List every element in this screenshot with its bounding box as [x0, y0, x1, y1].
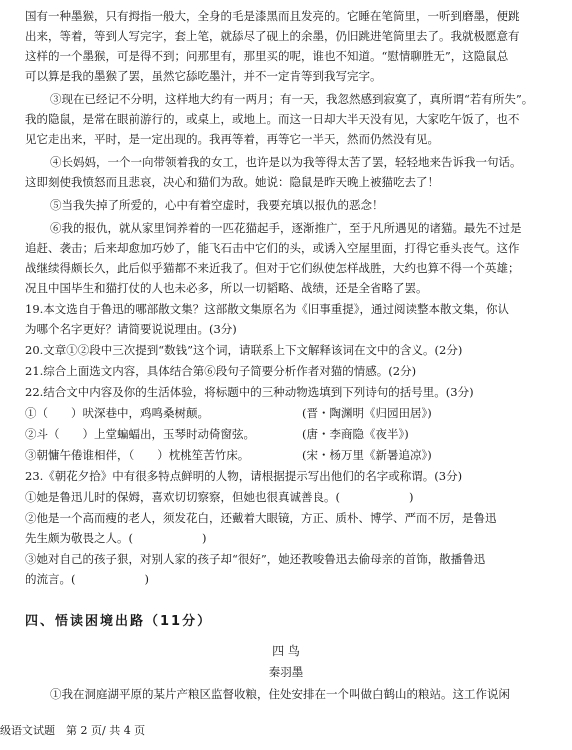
poem-line-2: ②斗（ ）上堂蝙蝠出，玉琴时动倚窗弦。: [25, 427, 255, 441]
passage-line: 国有一种墨猴，只有拇指一般大，全身的毛是漆黑而且发亮的。它睡在笔筒里，一听到磨墨，便跳: [25, 9, 520, 23]
question-22: 22.结合文中内容及你的生活体验，将标题中的三种动物选填到下列诗句的括号里。(3分): [25, 385, 474, 399]
section-heading: 四、悟读困境出路（11分）: [25, 614, 213, 629]
poem-source-3: (宋・杨万里《新暑追凉》): [302, 448, 432, 462]
passage-line: 我的隐鼠，是常在眼前游行的，或桌上，或地上。而这一日却大半天没有见，大家吃午饭了，也不: [25, 112, 520, 126]
question-19: 19.本文选自于鲁迅的哪部散文集？这部散文集原名为《旧事重提》，通过阅读整本散文集，你认: [25, 302, 510, 316]
question-23-item-3-cont: 的流言。( ): [25, 572, 149, 586]
page-footer: 级语文试题 第 2 页/ 共 4 页: [0, 724, 146, 737]
question-23-item-3: ③她对自己的孩子狠，对别人家的孩子却“很好”，她还教唆鲁迅去偷母亲的首饰，散播鲁迅: [25, 552, 486, 566]
passage-line: 追赶、袭击；后来却愈加巧妙了，能飞石击中它们的头，或诱入空屋里面，打得它垂头丧气。这作: [25, 241, 520, 255]
question-23: 23.《朝花夕拾》中有很多特点鲜明的人物，请根据提示写出他们的名字或称谓。(3分): [25, 469, 463, 483]
poem-line-3: ③朝慵午倦谁相伴，（ ）枕桃笙苦竹床。: [25, 448, 250, 462]
question-19-cont: 为哪个名字更好？请简要说说理由。(3分): [25, 322, 237, 336]
passage-line: ⑥我的报仇，就从家里饲养着的一匹花猫起手，逐渐推广，至于凡所遇见的诸猫。最先不过是: [50, 221, 522, 235]
passage-line: 这即刻使我愤怒而且悲哀，决心和猫们为敌。她说：隐鼠是昨天晚上被猫吃去了！: [25, 175, 439, 189]
passage-line: 战继续得颇长久，此后似乎猫都不来近我了。但对于它们纵使怎样战胜，大约也算不得一个英雄；: [25, 261, 520, 275]
article-paragraph: ①我在洞庭湖平原的某片产粮区监督收粮，住处安排在一个叫做白鹤山的粮站。这工作说闲: [50, 687, 510, 701]
passage-line: ⑤当我失掉了所爱的，心中有着空虚时，我要充填以报仇的恶念！: [50, 198, 384, 212]
passage-line: ③现在已经记不分明，这样地大约有一两月；有一天，我忽然感到寂寞了，真所谓“若有所失”。: [50, 92, 534, 106]
poem-source-2: (唐・李商隐《夜半》): [302, 427, 409, 441]
question-21: 21.综合上面选文内容，具体结合第⑥段句子简要分析作者对猫的情感。(2分): [25, 364, 417, 378]
passage-line: ④长妈妈，一个一向带领着我的女工，也许是以为我等得太苦了罢，轻轻地来告诉我一句话。: [50, 155, 522, 169]
question-20: 20.文章①②段中三次提到“数钱”这个词，请联系上下文解释该词在文中的含义。(2分): [25, 343, 463, 357]
passage-line: 出来，等着，等到人写完字，套上笔，就舔尽了砚上的余墨，仍旧跳进笔筒里去了。我就极愿意有: [25, 29, 520, 43]
poem-line-1: ①（ ）吠深巷中，鸡鸣桑树颠。: [25, 406, 209, 420]
question-23-item-2-cont: 先生颇为敬畏之人。( ): [25, 531, 207, 545]
passage-line: 这样的一个墨猴，可是得不到；问那里有，那里买的呢，谁也不知道。“慰情聊胜无”，这隐鼠总: [25, 49, 509, 63]
article-title: 四 鸟: [272, 644, 300, 658]
question-23-item-1: ①她是鲁迅儿时的保姆，喜欢切切察察，但她也很真诚善良。( ): [25, 490, 414, 504]
article-author: 秦羽墨: [268, 665, 304, 679]
passage-line: 况且中国毕生和猫打仗的人也未必多，所以一切韬略、战绩，还是全省略了罢。: [25, 281, 428, 295]
poem-source-1: (晋・陶渊明《归园田居》): [302, 406, 432, 420]
passage-line: 见它走出来，平时，是一定出现的。我再等着，再等它一半天，然而仍然没有见。: [25, 132, 439, 146]
passage-line: 可以算是我的墨猴了罢，虽然它舔吃墨汁，并不一定肯等到我写完字。: [25, 69, 382, 83]
question-23-item-2: ②他是一个高而瘦的老人，须发花白，还戴着大眼镜，方正、质朴、博学、严而不厉，是鲁迅: [25, 511, 497, 525]
